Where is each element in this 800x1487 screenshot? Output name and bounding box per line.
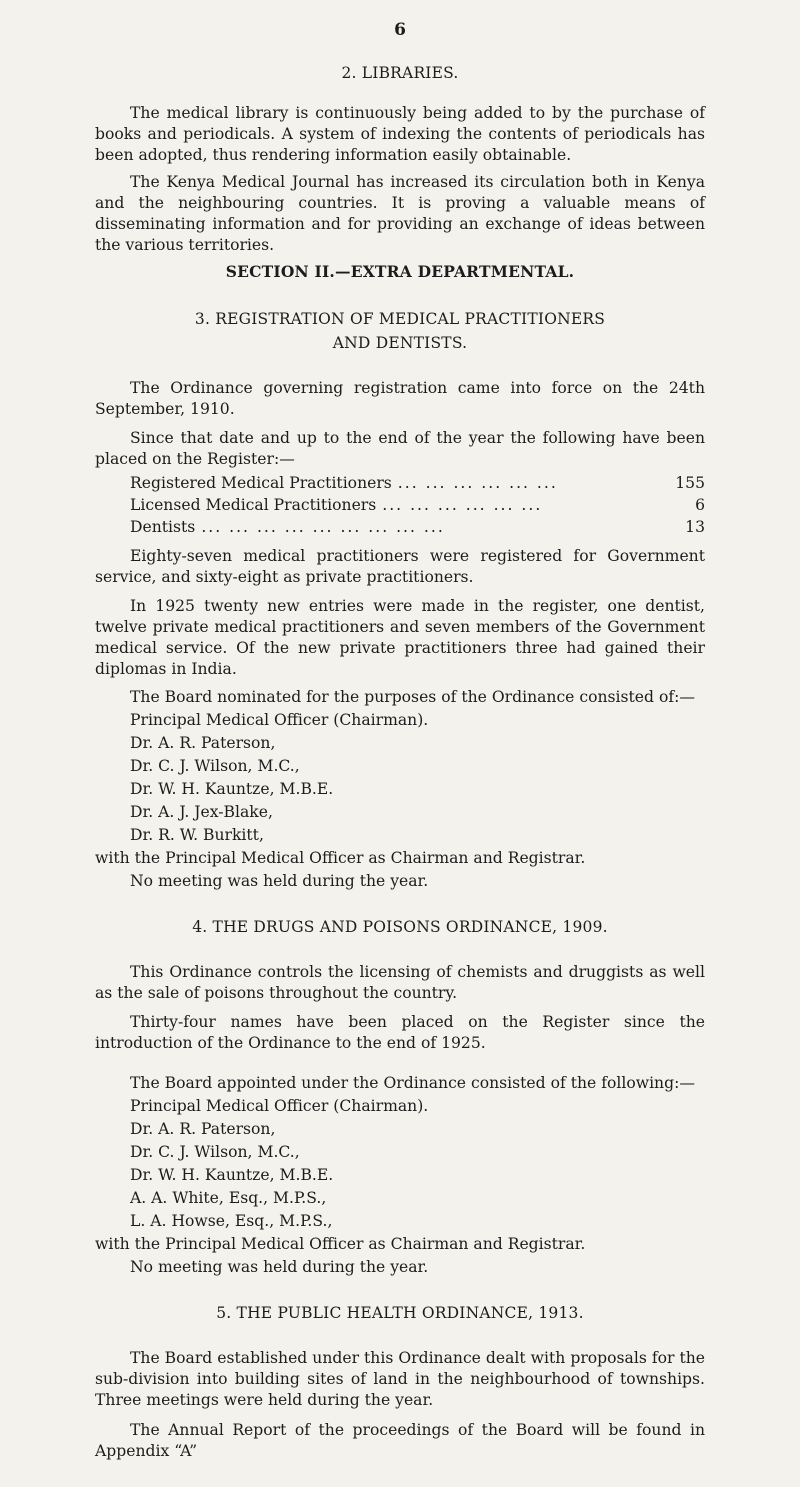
drugs-board-intro: The Board appointed under the Ordinance consisted of the following:— bbox=[130, 1074, 695, 1092]
registration-member: Dr. A. J. Jex-Blake, bbox=[130, 803, 273, 821]
public-health-paragraph-2: The Annual Report of the proceedings of the Board will be found in Appendix “A” bbox=[95, 1421, 705, 1460]
drugs-member: Principal Medical Officer (Chairman). bbox=[130, 1097, 429, 1115]
drugs-paragraph-2: Thirty-four names have been placed on the Register since the introduction of the Ordinance to the end of 1925. bbox=[95, 1013, 705, 1052]
registration-member: Dr. C. J. Wilson, M.C., bbox=[130, 757, 300, 775]
libraries-heading: 2. LIBRARIES. bbox=[341, 64, 459, 82]
libraries-paragraph-1: The medical library is continuously being added to by the purchase of books and periodicals. A system of indexing the contents of periodicals has been adopted, thus rendering information easily obtainable. bbox=[95, 104, 705, 164]
public-health-paragraph-1: The Board established under this Ordinance dealt with proposals for the sub-division into building sites of land in the neighbourhood of townships. Three meetings were held during the year. bbox=[95, 1349, 705, 1409]
page-number: 6 bbox=[394, 20, 406, 40]
registration-paragraph-1: The Ordinance governing registration came into force on the 24th September, 1910. bbox=[95, 379, 705, 418]
registration-closing: with the Principal Medical Officer as Chairman and Registrar. bbox=[95, 849, 586, 867]
registration-heading-line1: 3. REGISTRATION OF MEDICAL PRACTITIONERS bbox=[194, 310, 606, 328]
register-row-registered: Registered Medical Practitioners ... ... ... ... ... ... 155 bbox=[130, 474, 705, 492]
drugs-member: L. A. Howse, Esq., M.P.S., bbox=[130, 1212, 333, 1230]
registration-member: Dr. A. R. Paterson, bbox=[130, 734, 276, 752]
drugs-member: A. A. White, Esq., M.P.S., bbox=[130, 1189, 327, 1207]
drugs-paragraph-1: This Ordinance controls the licensing of chemists and druggists as well as the sale of poisons throughout the country. bbox=[95, 963, 705, 1002]
section-ii-heading: SECTION II.—EXTRA DEPARTMENTAL. bbox=[225, 262, 575, 281]
register-row-dentists: Dentists ... ... ... ... ... ... ... ... ... 13 bbox=[130, 518, 705, 536]
drugs-member: Dr. A. R. Paterson, bbox=[130, 1120, 276, 1138]
drugs-closing: with the Principal Medical Officer as Chairman and Registrar. bbox=[95, 1235, 586, 1253]
register-row-licensed: Licensed Medical Practitioners ... ... ... ... ... ... 6 bbox=[130, 496, 705, 514]
libraries-paragraph-2: The Kenya Medical Journal has increased its circulation both in Kenya and the neighbouring countries. It is proving a valuable means of disseminating information and for providing an exchange of ideas between the various territories. bbox=[95, 173, 705, 254]
registration-no-meeting: No meeting was held during the year. bbox=[130, 872, 429, 890]
registration-member: Principal Medical Officer (Chairman). bbox=[130, 711, 429, 729]
drugs-member: Dr. W. H. Kauntze, M.B.E. bbox=[130, 1166, 334, 1184]
registration-member: Dr. R. W. Burkitt, bbox=[130, 826, 264, 844]
registration-member: Dr. W. H. Kauntze, M.B.E. bbox=[130, 780, 334, 798]
drugs-member: Dr. C. J. Wilson, M.C., bbox=[130, 1143, 300, 1161]
registration-heading-line2: AND DENTISTS. bbox=[332, 334, 468, 352]
public-health-heading: 5. THE PUBLIC HEALTH ORDINANCE, 1913. bbox=[216, 1304, 584, 1322]
registration-paragraph-2: Since that date and up to the end of the year the following have been placed on the Register:— bbox=[95, 429, 705, 468]
registration-paragraph-3: Eighty-seven medical practitioners were registered for Government service, and sixty-eight as private practitioners. bbox=[95, 547, 705, 586]
drugs-no-meeting: No meeting was held during the year. bbox=[130, 1258, 429, 1276]
drugs-heading: 4. THE DRUGS AND POISONS ORDINANCE, 1909. bbox=[192, 918, 608, 936]
registration-board-intro: The Board nominated for the purposes of the Ordinance consisted of:— bbox=[130, 688, 695, 706]
registration-paragraph-4: In 1925 twenty new entries were made in the register, one dentist, twelve private medical practitioners and seven members of the Government medical service. Of the new private practitioners three had gained their diplomas in India. bbox=[95, 597, 705, 678]
